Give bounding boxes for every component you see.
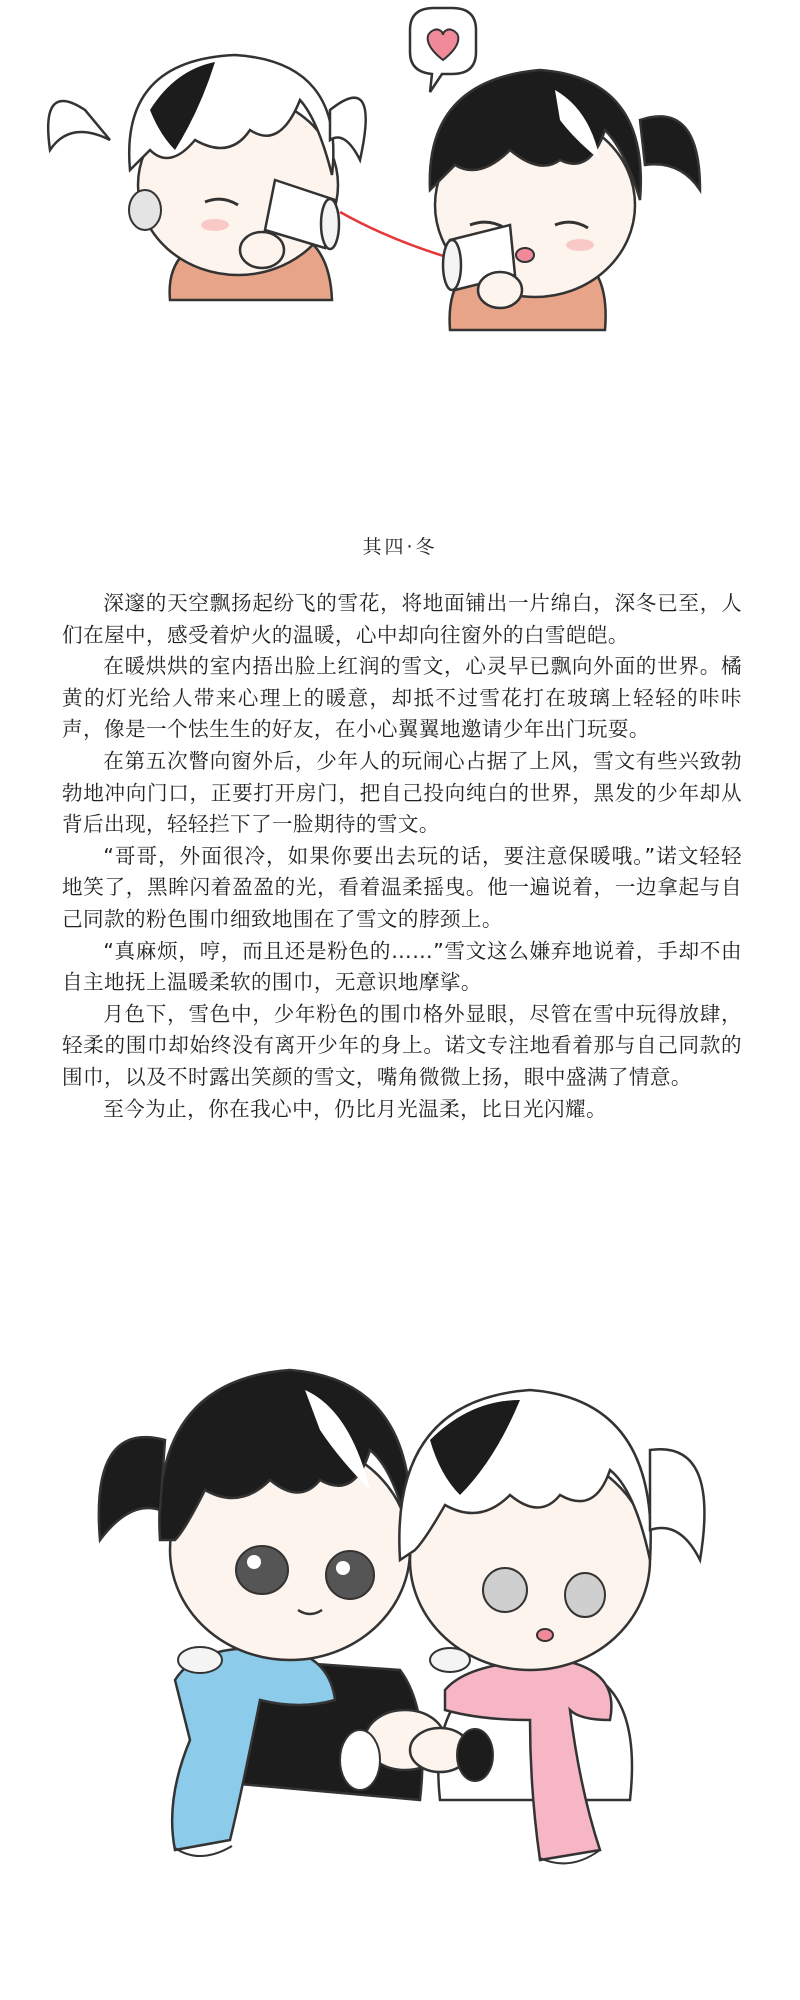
story-paragraph: 月色下，雪色中，少年粉色的围巾格外显眼，尽管在雪中玩得放肆，轻柔的围巾却始终没有离开少年的身上。诺文专注地看着那与自己同款的围巾，以及不时露出笑颜的雪文，嘴角微微上扬，眼中盛满了情意。	[62, 1001, 742, 1089]
black-haired-boy	[430, 70, 700, 330]
breath-puff-icon	[430, 1648, 470, 1672]
heart-speech-bubble-icon	[410, 8, 476, 92]
story-paragraph: 在暖烘烘的室内捂出脸上红润的雪文，心灵早已飘向外面的世界。橘黄的灯光给人带来心理上的暖意，却抵不过雪花打在玻璃上轻轻的咔咔声，像是一个怯生生的好友，在小心翼翼地邀请少年出门玩耍。	[62, 654, 742, 742]
white-haired-boy-scarf	[399, 1390, 704, 1863]
story-paragraph: 深邃的天空飘扬起纷飞的雪花，将地面铺出一片绵白，深冬已至，人们在屋中，感受着炉火的温暖，心中却向往窗外的白雪皑皑。	[62, 591, 742, 647]
illustration-scarves-holding-hands	[0, 1240, 800, 1960]
illustration-tin-can-phone	[0, 0, 800, 420]
white-haired-boy	[48, 55, 366, 300]
story-paragraph: 至今为止，你在我心中，仍比月光温柔，比日光闪耀。	[103, 1096, 608, 1121]
story-text	[62, 588, 742, 1125]
story-paragraph: “真麻烦，哼，而且还是粉色的……”雪文这么嫌弃地说着，手却不由自主地抚上温暖柔软的围巾，无意识地摩挲。	[62, 938, 742, 995]
phone-string	[340, 212, 450, 258]
chapter-title: 其四·冬	[362, 536, 438, 558]
story-paragraph: 在第五次瞥向窗外后，少年人的玩闹心占据了上风，雪文有些兴致勃勃地冲向门口，正要打开房门，把自己投向纯白的世界，黑发的少年却从背后出现，轻轻拦下了一脸期待的雪文。	[62, 748, 742, 837]
breath-puff-icon	[178, 1647, 222, 1673]
story-paragraph: “哥哥，外面很冷，如果你要出去玩的话，要注意保暖哦。”诺文轻轻地笑了，黑眸闪着盈盈的光，看着温柔摇曳。他一遍说着，一边拿起与自己同款的粉色围巾细致地围在了雪文的脖颈上。	[62, 843, 742, 931]
